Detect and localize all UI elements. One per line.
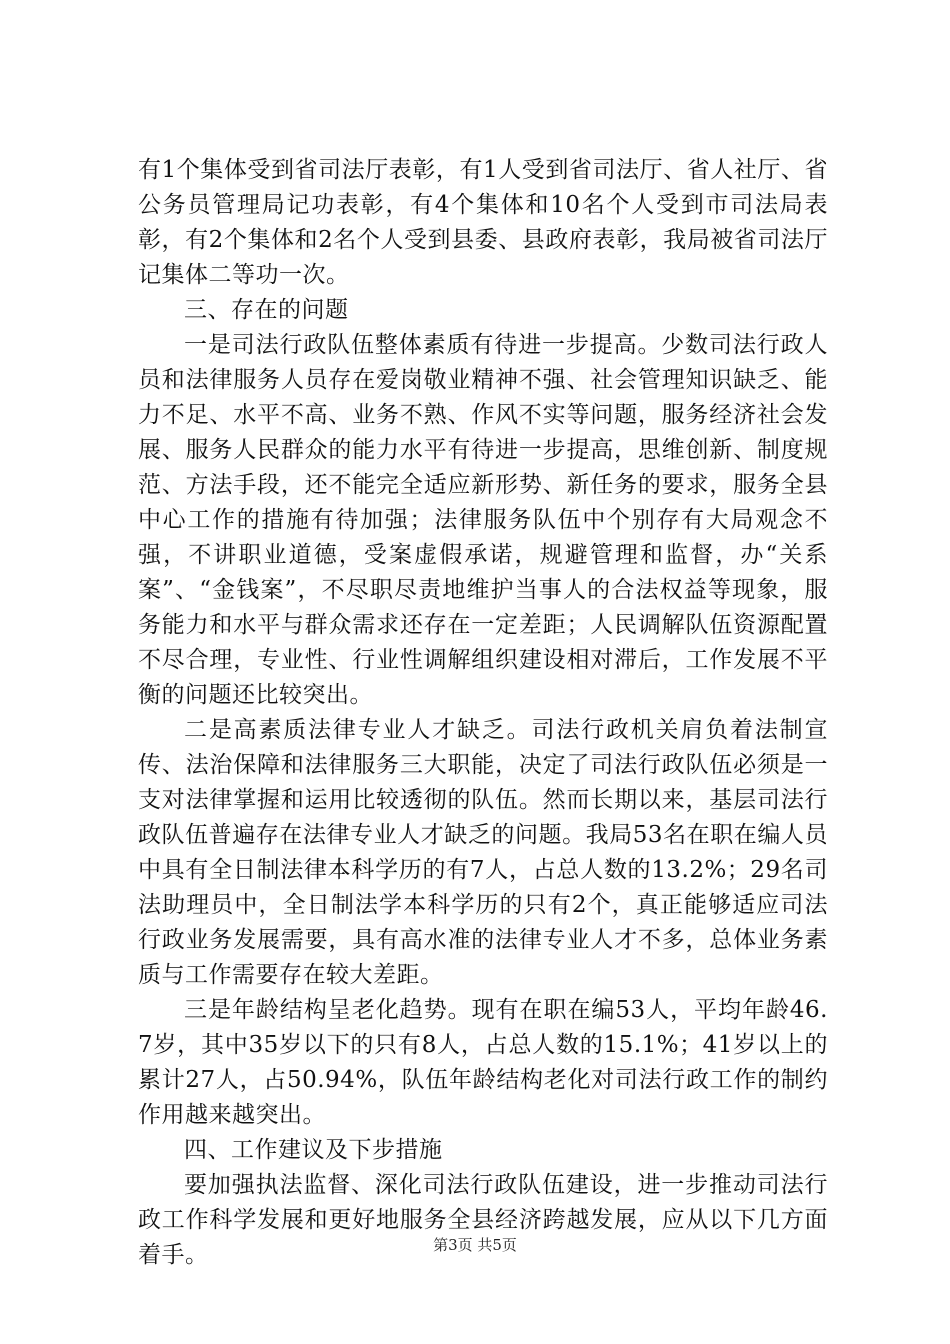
paragraph-quality-issue: 一是司法行政队伍整体素质有待进一步提高。少数司法行政人员和法律服务人员存在爱岗敬业精神不强、社会管理知识缺乏、能力不足、水平不高、业务不熟、作风不实等问题，服务经济社会发展、服务人民群众的能力水平有待进一步提高，思维创新、制度规范、方法手段，还不能完全适应新形势、新任务的要求，服务全县中心工作的措施有待加强；法律服务队伍中个别存有大局观念不强，不讲职业道德，受案虚假承诺，规避管理和监督，办“关系案”、“金钱案”，不尽职尽责地维护当事人的合法权益等现象，服务能力和水平与群众需求还存在一定差距；人民调解队伍资源配置不尽合理，专业性、行业性调解组织建设相对滞后，工作发展不平衡的问题还比较突出。: [138, 332, 828, 708]
paragraph-talent-shortage: 二是高素质法律专业人才缺乏。司法行政机关肩负着法制宣传、法治保障和法律服务三大职能，决定了司法行政队伍必须是一支对法律掌握和运用比较透彻的队伍。然而长期以来，基层司法行政队伍普遍存在法律专业人才缺乏的问题。我局53名在职在编人员中具有全日制法律本科学历的有7人，占总人数的13.2%；29名司法助理员中，全日制法学本科学历的只有2个，真正能够适应司法行政业务发展需要，具有高水准的法律专业人才不多，总体业务素质与工作需要存在较大差距。: [138, 717, 828, 988]
document-body: [138, 153, 828, 1273]
section-heading-suggestions: 四、工作建议及下步措施: [184, 1137, 443, 1163]
paragraph-suggestions-intro: 要加强执法监督、深化司法行政队伍建设，进一步推动司法行政工作科学发展和更好地服务全县经济跨越发展，应从以下几方面着手。: [138, 1172, 828, 1268]
section-heading-problems: 三、存在的问题: [184, 297, 349, 323]
page-indicator: 第3页 共5页: [433, 1236, 517, 1254]
paragraph-aging-structure: 三是年龄结构呈老化趋势。现有在职在编53人，平均年龄46.7岁，其中35岁以下的只有8人，占总人数的15.1%；41岁以上的累计27人，占50.94%，队伍年龄结构老化对司法行政工作的制约作用越来越突出。: [138, 997, 828, 1128]
paragraph-commendations: 有1个集体受到省司法厅表彰，有1人受到省司法厅、省人社厅、省公务员管理局记功表彰，有4个集体和10名个人受到市司法局表彰，有2个集体和2名个人受到县委、县政府表彰，我局被省司法厅记集体二等功一次。: [138, 157, 828, 288]
